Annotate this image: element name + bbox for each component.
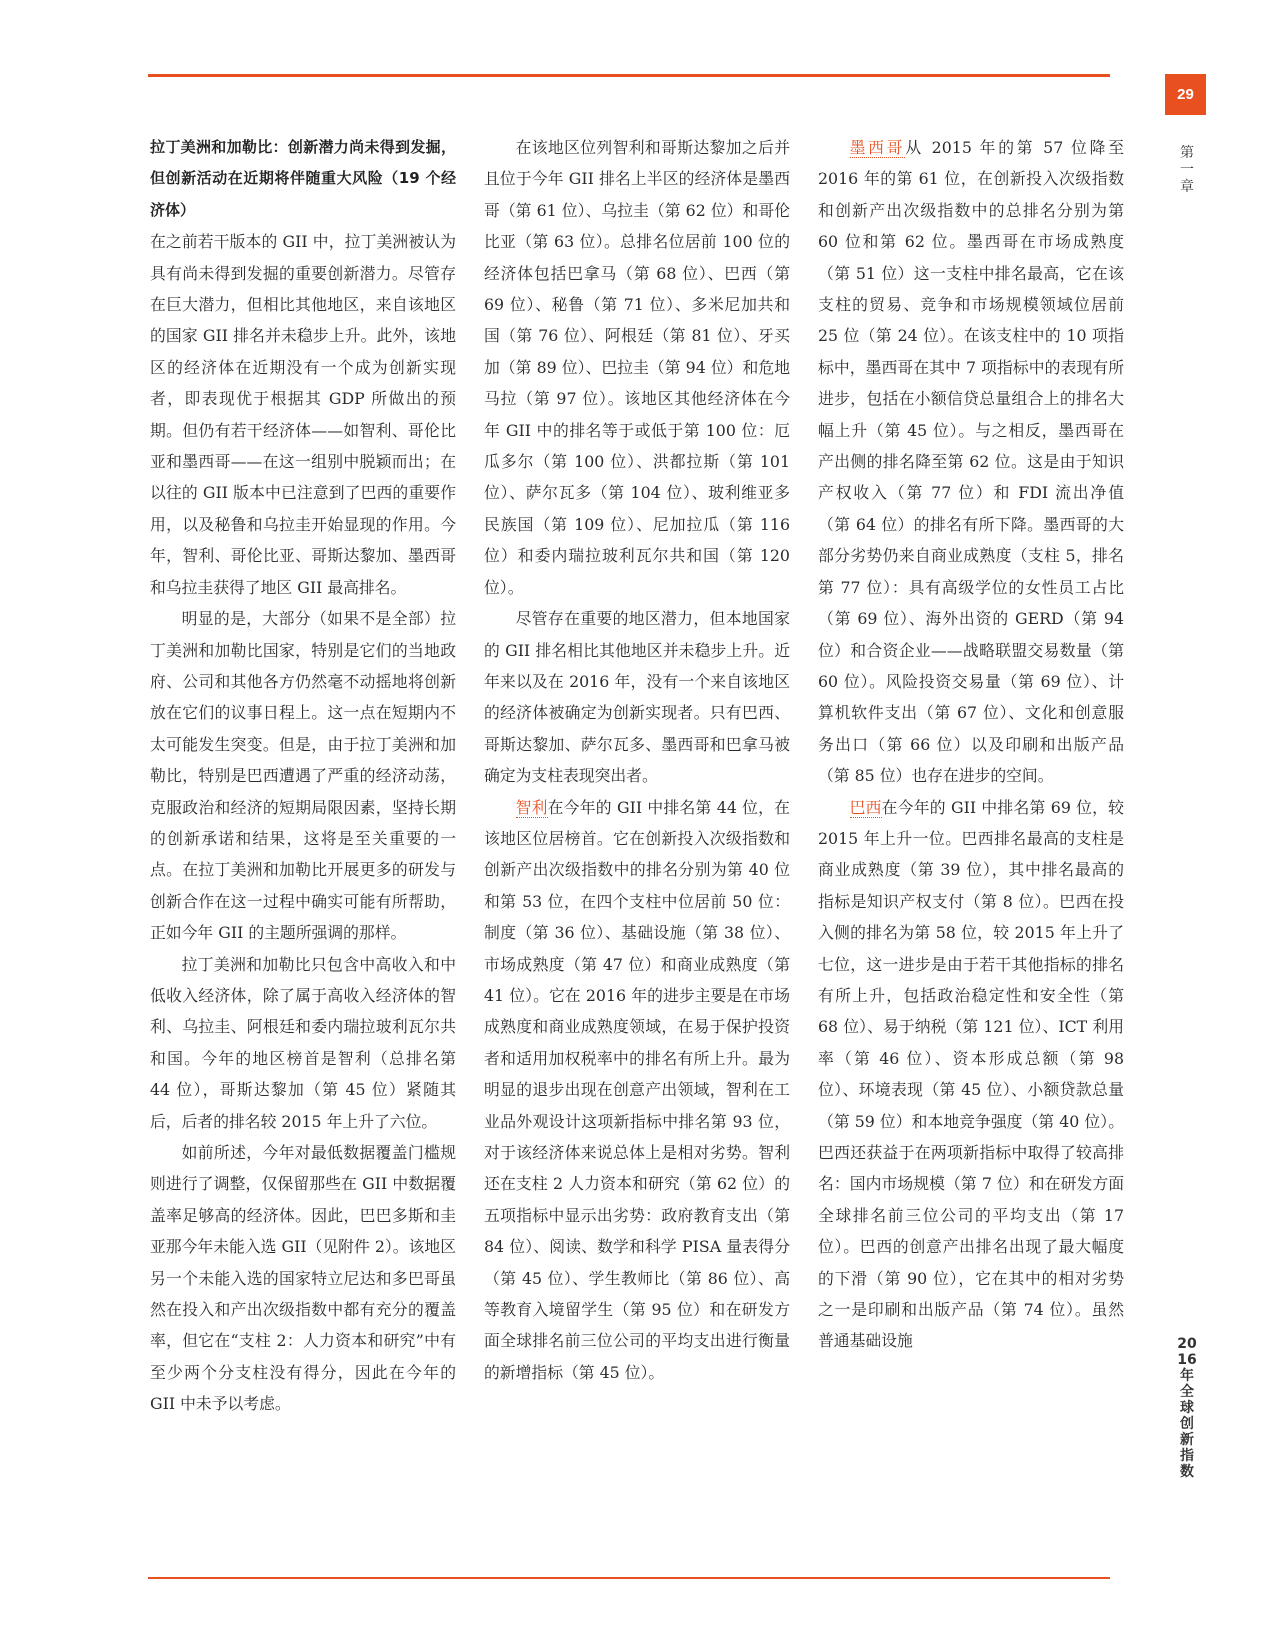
keyword-mexico: 墨西哥 xyxy=(849,138,906,157)
paragraph: 明显的是，大部分（如果不是全部）拉丁美洲和加勒比国家，特别是它们的当地政府、公司和其他各方仍然毫不动摇地将创新放在它们的议事日程上。这一点在短期内不太可能发生突变。但是，由于拉丁美洲和加勒比，特别是巴西遭遇了严重的经济动荡，克服政治和经济的短期局限因素，坚持长期的创新承诺和结果，这将是至关重要的一点。在拉丁美洲和加勒比开展更多的研发与创新合作在这一过程中确实可能有所帮助，正如今年 GII 的主题所强调的那样。 xyxy=(150,609,456,943)
paragraph-text: 从 2015 年的第 57 位降至 2016 年的第 61 位，在创新投入次级指数和创新产出次级指数中的总排名分别为第 60 位和第 62 位。墨西哥在市场成熟度（第 51 位）这一支柱中排名最高，它在该支柱的贸易、竞争和市场规模领域位居前 25 位（第 24 位）。在该支柱中的 10 项指标中，墨西哥在其中 7 项指标中的表现有所进步，包括在小额信贷总量组合上的排名大幅上升（第 45 位）。与之相反，墨西哥在产出侧的排名降至第 62 位。这是由于知识产权收入（第 77 位）和 FDI 流出净值（第 64 位）的排名有所下降。墨西哥的大部分劣势仍来自商业成熟度（支柱 5，排名第 77 位）：具有高级学位的女性员工占比（第 69 位）、海外出资的 GERD（第 94 位）和合资企业——战略联盟交易数量（第 60 位）。风险投资交易量（第 69 位）、计算机软件支出（第 67 位）、文化和创意服务出口（第 66 位）以及印刷和出版产品（第 85 位）也存在进步的空间。 xyxy=(818,138,1124,786)
paragraph-mexico xyxy=(818,132,1124,792)
bottom-rule xyxy=(148,1577,1110,1579)
column-2 xyxy=(484,132,790,1388)
paragraph: 在之前若干版本的 GII 中，拉丁美洲被认为具有尚未得到发掘的重要创新潜力。尽管存在巨大潜力，但相比其他地区，来自该地区的国家 GII 排名并未稳步上升。此外，该地区的经济体在近期没有一个成为创新实现者，即表现优于根据其 GDP 所做出的预期。但仍有若干经济体——如智利、哥伦比亚和墨西哥——在这一组别中脱颖而出；在以往的 GII 版本中已注意到了巴西的重要作用，以及秘鲁和乌拉圭开始显现的作用。今年，智利、哥伦比亚、哥斯达黎加、墨西哥和乌拉圭获得了地区 GII 最高排名。 xyxy=(150,232,456,597)
top-rule xyxy=(148,74,1110,77)
column-1 xyxy=(150,132,456,1420)
paragraph: 如前所述，今年对最低数据覆盖门槛规则进行了调整，仅保留那些在 GII 中数据覆盖率足够高的经济体。因此，巴巴多斯和圭亚那今年未能入选 GII（见附件 2）。该地区另一个未能入选的国家特立尼达和多巴哥虽然在投入和产出次级指数中都有充分的覆盖率，但它在“支柱 2：人力资本和研究”中有至少两个分支柱没有得分，因此在今年的 GII 中未予以考虑。 xyxy=(150,1143,456,1414)
paragraph-text: 在今年的 GII 中排名第 69 位，较 2015 年上升一位。巴西排名最高的支柱是商业成熟度（第 39 位），其中排名最高的指标是知识产权支付（第 8 位）。巴西在投入侧的排名为第 58 位，较 2015 年上升了七位，这一进步是由于若干其他指标的排名有所上升，包括政治稳定性和安全性（第 68 位）、易于纳税（第 121 位）、ICT 利用率（第 46 位）、资本形成总额（第 98 位）、环境表现（第 45 位）、小额贷款总量（第 59 位）和本地竞争强度（第 40 位）。巴西还获益于在两项新指标中取得了较高排名：国内市场规模（第 7 位）和在研发方面全球排名前三位公司的平均支出（第 17 位）。巴西的创意产出排名出现了最大幅度的下滑（第 90 位），它在其中的相对劣势之一是印刷和出版产品（第 74 位）。虽然普通基础设施 xyxy=(818,797,1124,1351)
paragraph-chile xyxy=(484,792,790,1389)
keyword-brazil: 巴西 xyxy=(849,797,882,817)
paragraph-brazil xyxy=(818,792,1124,1357)
column-3 xyxy=(818,132,1124,1357)
page-number: 29 xyxy=(1165,74,1206,115)
paragraph-text: 在今年的 GII 中排名第 44 位，在该地区位居榜首。它在创新投入次级指数和创新产出次级指数中的排名分别为第 40 位和第 53 位，在四个支柱中位居前 50 位：制度（第 36 位）、基础设施（第 38 位）、市场成熟度（第 47 位）和商业成熟度（第 41 位）。它在 2016 年的进步主要是在市场成熟度和商业成熟度领域，在易于保护投资者和适用加权税率中的排名有所上升。最为明显的退步出现在创意产出领域，智利在工业品外观设计这项新指标中排名第 93 位，对于该经济体来说总体上是相对劣势。智利还在支柱 2 人力资本和研究（第 62 位）的五项指标中显示出劣势：政府教育支出（第 84 位）、阅读、数学和科学 PISA 量表得分（第 45 位）、学生教师比（第 86 位）、高等教育入境留学生（第 95 位）和在研发方面全球排名前三位公司的平均支出进行衡量的新增指标（第 45 位）。 xyxy=(484,797,790,1382)
report-title-label: 2016年全球创新指数 xyxy=(1177,1336,1197,1480)
paragraph: 在该地区位列智利和哥斯达黎加之后并且位于今年 GII 排名上半区的经济体是墨西哥（第 61 位）、乌拉圭（第 62 位）和哥伦比亚（第 63 位）。总排名位居前 100 位的经济体包括巴拿马（第 68 位）、巴西（第 69 位）、秘鲁（第 71 位）、多米尼加共和国（第 76 位）、阿根廷（第 81 位）、牙买加（第 89 位）、巴拉圭（第 94 位）和危地马拉（第 97 位）。该地区其他经济体在今年 GII 中的排名等于或低于第 100 位：厄瓜多尔（第 100 位）、洪都拉斯（第 101 位）、萨尔瓦多（第 104 位）、玻利维亚多民族国（第 109 位）、尼加拉瓜（第 116 位）和委内瑞拉玻利瓦尔共和国（第 120 位）。 xyxy=(484,138,790,597)
paragraph: 尽管存在重要的地区潜力，但本地国家的 GII 排名相比其他地区并未稳步上升。近年来以及在 2016 年，没有一个来自该地区的经济体被确定为创新实现者。只有巴西、哥斯达黎加、萨尔瓦多、墨西哥和巴拿马被确定为支柱表现突出者。 xyxy=(484,609,790,786)
chapter-label: 第一章 xyxy=(1180,145,1194,195)
section-heading: 拉丁美洲和加勒比：创新潜力尚未得到发掘，但创新活动在近期将伴随重大风险（19 个经济体） xyxy=(150,138,456,219)
keyword-chile: 智利 xyxy=(515,797,548,817)
paragraph: 拉丁美洲和加勒比只包含中高收入和中低收入经济体，除了属于高收入经济体的智利、乌拉圭、阿根廷和委内瑞拉玻利瓦尔共和国。今年的地区榜首是智利（总排名第 44 位），哥斯达黎加（第 45 位）紧随其后，后者的排名较 2015 年上升了六位。 xyxy=(150,954,456,1131)
